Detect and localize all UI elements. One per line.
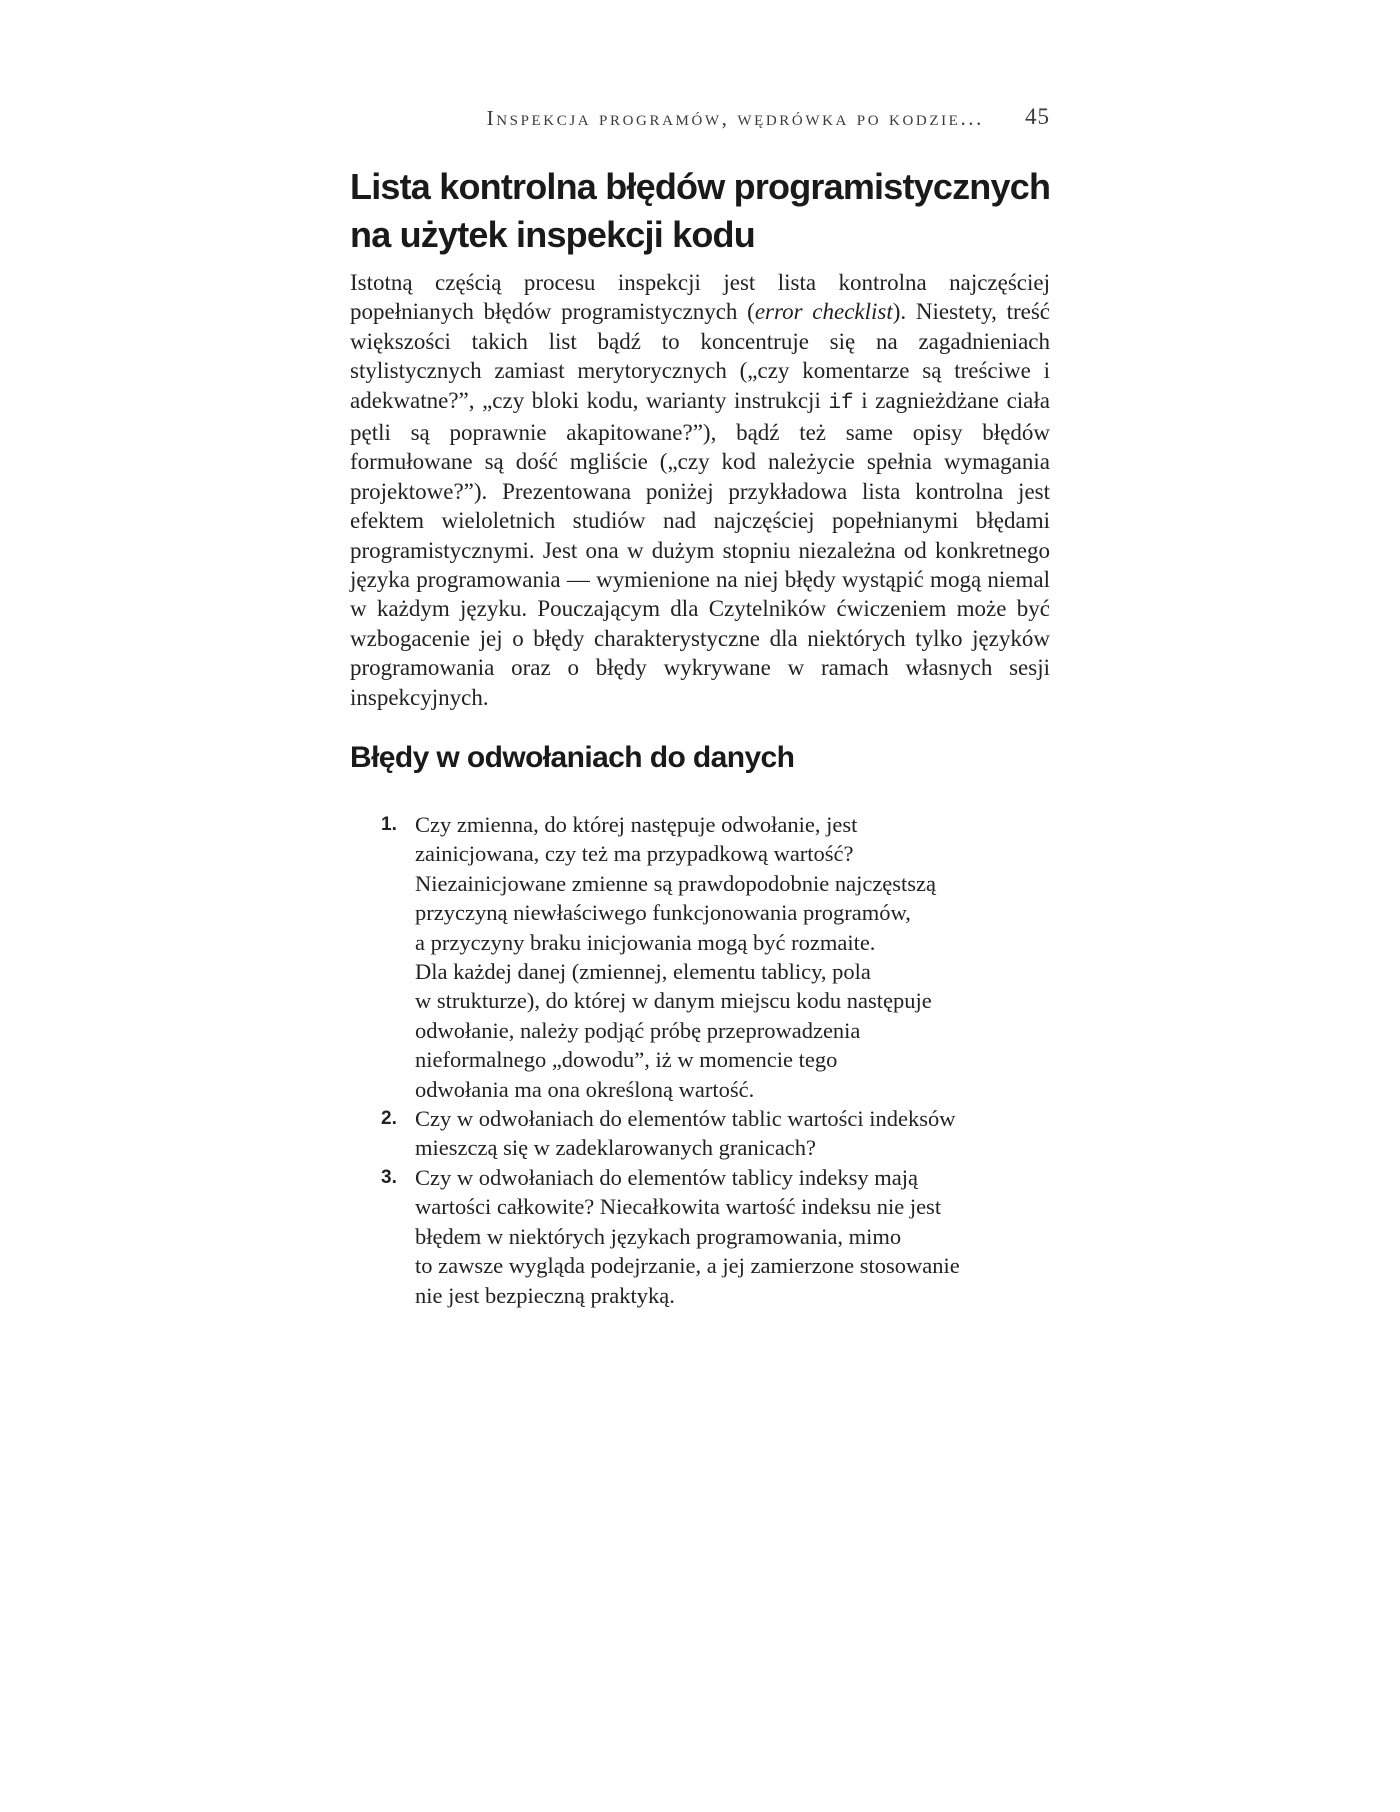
intro-code-keyword: if — [828, 391, 854, 415]
checklist-item-1 — [381, 810, 1045, 1104]
checklist-item-line: zainicjowana, czy też ma przypadkową wartość? — [415, 841, 854, 867]
checklist-item-line: Czy zmienna, do której następuje odwołanie, jest — [415, 812, 858, 837]
checklist-item-line: mieszczą się w zadeklarowanych granicach? — [415, 1135, 817, 1161]
intro-italic-term: error checklist — [754, 299, 893, 325]
running-head — [350, 104, 1050, 136]
intro-text-part-2: ). Niestety, treść większości takich list bądź to koncentruje się na zagadnieniach stylistycznych zamiast merytorycznych („czy komentarze są treściwe i adekwatne?”, „czy bloki kodu, warianty instrukcji — [350, 299, 1050, 413]
checklist-item-line: Czy w odwołaniach do elementów tablic wartości indeksów — [415, 1106, 956, 1132]
chapter-title-line-1: Lista kontrolna błędów programistycznych — [350, 166, 1051, 207]
checklist-item-number: 1. — [381, 814, 397, 835]
checklist-item-line: nieformalnego „dowodu”, iż w momencie tego — [415, 1047, 838, 1073]
section-title: Błędy w odwołaniach do danych — [350, 741, 795, 774]
checklist-item-line: a przyczyny braku inicjowania mogą być rozmaite. — [415, 929, 876, 955]
checklist-item-line: Dla każdej danej (zmiennej, elementu tablicy, pola — [415, 959, 871, 985]
checklist-item-3 — [381, 1163, 1045, 1310]
chapter-title-line-2: na użytek inspekcji kodu — [350, 214, 755, 255]
checklist — [381, 810, 1045, 1310]
checklist-item-number: 2. — [381, 1108, 397, 1130]
checklist-item-line: to zawsze wygląda podejrzanie, a jej zamierzone stosowanie — [415, 1253, 960, 1279]
checklist-item-line: przyczyną niewłaściwego funkcjonowania programów, — [415, 900, 911, 926]
intro-text-part-3: i zagnieżdżane ciała pętli są poprawnie akapitowane?”), bądź też same opisy błędów formułowane są dość mgliście („czy kod należycie spełnia wymagania projektowe?”). Prezentowana poniżej przykładowa lista kontrolna jest efektem wieloletnich studiów nad najczęściej popełnianymi błędami programistycznymi. Jest ona w dużym stopniu niezależna od konkretnego języka programowania — wymienione na niej błędy wystąpić mogą niemal w każdym języku. Pouczającym dla Czytelników ćwiczeniem może być wzbogacenie jej o błędy charakterystyczne dla niektórych tylko języków programowania oraz o błędy wykrywane w ramach własnych sesji inspekcyjnych. — [350, 387, 1050, 710]
checklist-item-line: w strukturze), do której w danym miejscu kodu następuje — [415, 988, 932, 1014]
page-number: 45 — [1025, 104, 1050, 129]
checklist-item-line: odwołanie, należy podjąć próbę przeprowadzenia — [415, 1017, 861, 1043]
running-head-title: Inspekcja programów, wędrówka po kodzie... — [486, 106, 984, 130]
chapter-title — [350, 163, 1070, 259]
intro-text-part-1: Istotną częścią procesu inspekcji jest lista kontrolna najczęściej popełnianych błędów programistycznych ( — [350, 270, 1050, 325]
checklist-item-line: błędem w niektórych językach programowania, mimo — [415, 1223, 902, 1249]
intro-paragraph — [350, 268, 1050, 712]
checklist-item-number: 3. — [381, 1166, 397, 1188]
checklist-item-line: odwołania ma ona określoną wartość. — [415, 1076, 755, 1102]
checklist-item-line: nie jest bezpieczną praktyką. — [415, 1282, 675, 1308]
checklist-item-line: Niezainicjowane zmienne są prawdopodobnie najczęstszą — [415, 870, 937, 896]
checklist-item-line: Czy w odwołaniach do elementów tablicy indeksy mają — [415, 1164, 918, 1190]
checklist-item-line: wartości całkowite? Niecałkowita wartość indeksu nie jest — [415, 1194, 942, 1220]
checklist-item-2 — [381, 1104, 1045, 1163]
